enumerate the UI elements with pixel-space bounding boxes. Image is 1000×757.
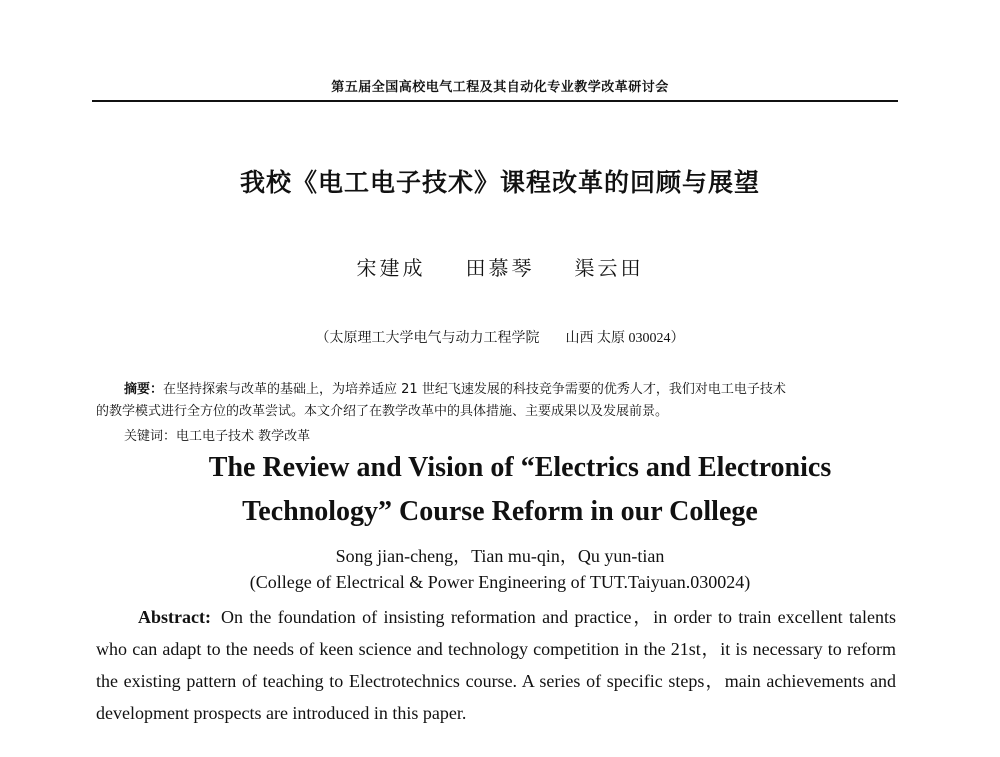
chinese-abstract-label: 摘要：: [124, 382, 164, 397]
chinese-keywords: [124, 427, 310, 447]
affiliation-location: 山西 太原 030024）: [565, 331, 685, 346]
author-2: 田慕琴: [465, 258, 535, 280]
chinese-abstract-line-1: 在坚持探索与改革的基础上，为培养适应 21 世纪飞速发展的科技竞争需要的优秀人才，我们对电工电子技术: [163, 382, 786, 397]
chinese-abstract: [96, 379, 900, 423]
author-3: 渠云田: [574, 258, 644, 280]
english-title-line-2: Technology” Course Reform in our College: [242, 496, 758, 527]
affiliation-institution: （太原理工大学电气与动力工程学院: [315, 331, 540, 346]
chinese-title: 我校《电工电子技术》课程改革的回顾与展望: [239, 168, 760, 197]
conference-header: 第五届全国高校电气工程及其自动化专业教学改革研讨会: [331, 80, 669, 95]
chinese-affiliation: [0, 327, 1000, 347]
english-abstract-label: Abstract:: [138, 607, 211, 627]
chinese-abstract-line-2: 的教学模式进行全方位的改革尝试。本文介绍了在教学改革中的具体措施、主要成果以及发展前景。: [96, 404, 669, 419]
english-abstract-text: On the foundation of insisting reformation and practice，in order to train excellent talents who can adapt to the needs of keen science and technology competition in the 21st，it is necessary to reform the existing pattern of teaching to Electrotechnics course. A series of specific steps，main achievements and development prospects are introduced in this paper.: [96, 607, 896, 723]
english-title-line-1: The Review and Vision of “Electrics and Electronics: [208, 452, 832, 483]
keywords-label: 关键词：: [124, 429, 177, 444]
chinese-authors: [0, 252, 1000, 281]
keywords-value: 电工电子技术 教学改革: [176, 429, 311, 444]
english-abstract: [96, 601, 896, 729]
header-rule: [92, 100, 898, 102]
author-1: 宋建成: [356, 258, 426, 280]
english-authors: Song jian-cheng，Tian mu-qin，Qu yun-tian: [335, 546, 665, 566]
english-affiliation: (College of Electrical & Power Engineering of TUT.Taiyuan.030024): [249, 572, 751, 592]
